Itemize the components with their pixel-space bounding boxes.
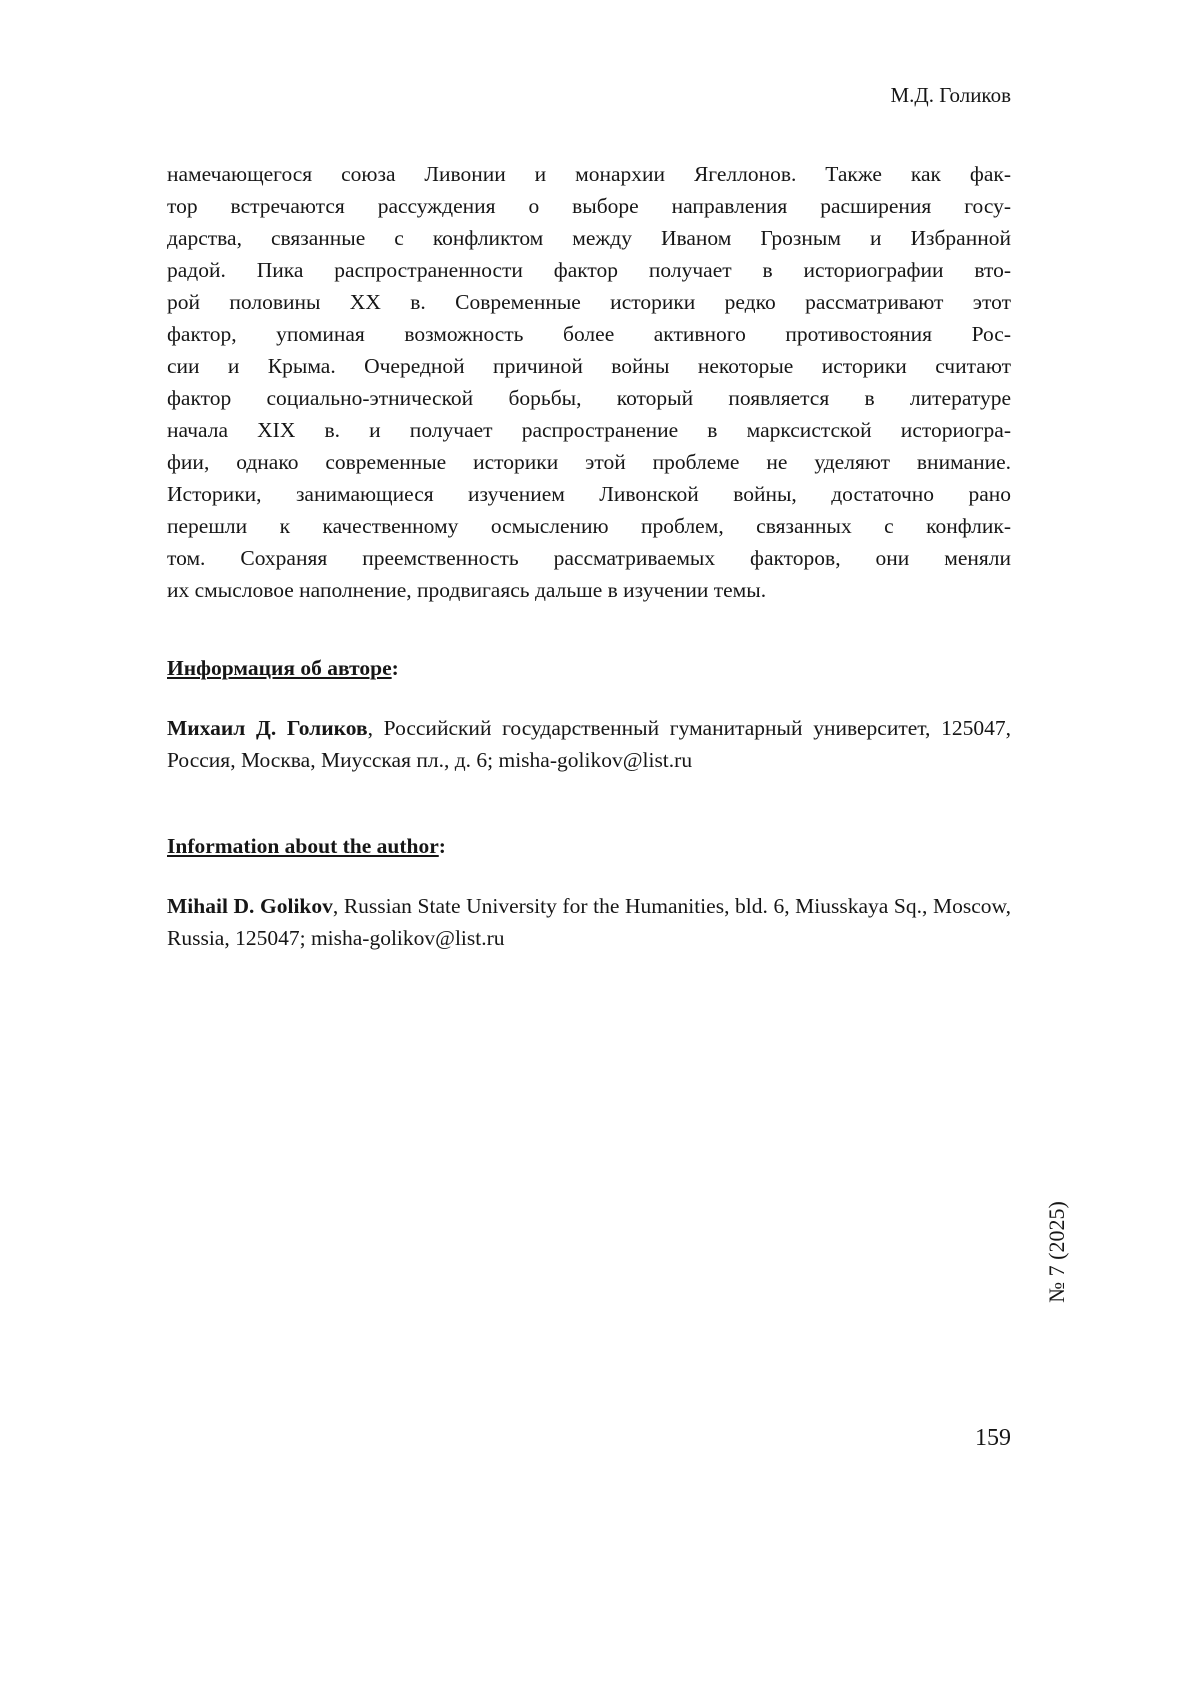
body-text-line: рой половины XX в. Современные историки редко рассматривают этот bbox=[167, 290, 1011, 314]
section-heading-en-colon: : bbox=[438, 834, 446, 858]
running-head-author: М.Д. Голиков bbox=[890, 83, 1011, 107]
body-text-line: том. Сохраняя преемственность рассматриваемых факторов, они меняли bbox=[167, 546, 1011, 570]
body-paragraph bbox=[167, 158, 1011, 606]
body-text-line: дарства, связанные с конфликтом между Иваном Грозным и Избранной bbox=[167, 226, 1011, 250]
body-text-line: перешли к качественному осмыслению проблем, связанных с конфлик- bbox=[167, 514, 1011, 538]
body-text-line: фактор социально-этнической борьбы, который появляется в литературе bbox=[167, 386, 1011, 410]
page-content bbox=[167, 0, 1011, 954]
body-text-line: фии, однако современные историки этой проблеме не уделяют внимание. bbox=[167, 450, 1011, 474]
body-text-line: сии и Крыма. Очередной причиной войны некоторые историки считают bbox=[167, 354, 1011, 378]
author-details-en: , Russian State University for the Humanities, bld. 6, Miusskaya Sq., Moscow, Russia, 125047; misha-golikov@list.ru bbox=[167, 894, 1011, 950]
body-text-line: начала XIX в. и получает распространение в марксистской историогра- bbox=[167, 418, 1011, 442]
body-text-line: фактор, упоминая возможность более активного противостояния Рос- bbox=[167, 322, 1011, 346]
author-details-ru: , Российский государственный гуманитарный университет, 125047, Россия, Москва, Миусская пл., д. 6; misha-golikov@list.ru bbox=[167, 716, 1011, 772]
author-info-en bbox=[167, 890, 1011, 954]
body-text-line: их смысловое наполнение, продвигаясь дальше в изучении темы. bbox=[167, 578, 767, 602]
body-text-line: Историки, занимающиеся изучением Ливонской войны, достаточно рано bbox=[167, 482, 1011, 506]
author-info-ru bbox=[167, 712, 1011, 776]
section-heading-ru-text: Информация об авторе bbox=[167, 656, 392, 680]
section-heading-en-text: Information about the author bbox=[167, 834, 439, 858]
body-text-line: тор встречаются рассуждения о выборе направления расширения госу- bbox=[167, 194, 1011, 218]
issue-number-vertical: № 7 (2025) bbox=[1044, 1201, 1069, 1303]
body-text-line: радой. Пика распространенности фактор получает в историографии вто- bbox=[167, 258, 1011, 282]
body-text-line: намечающегося союза Ливонии и монархии Ягеллонов. Также как фак- bbox=[167, 162, 1011, 186]
section-heading-ru-colon: : bbox=[391, 656, 399, 680]
section-heading-ru bbox=[167, 652, 1011, 684]
author-name-en: Mihail D. Golikov bbox=[167, 894, 333, 918]
page-number: 159 bbox=[975, 1425, 1011, 1451]
author-name-ru: Михаил Д. Голиков bbox=[167, 716, 368, 740]
section-heading-en bbox=[167, 830, 1011, 862]
